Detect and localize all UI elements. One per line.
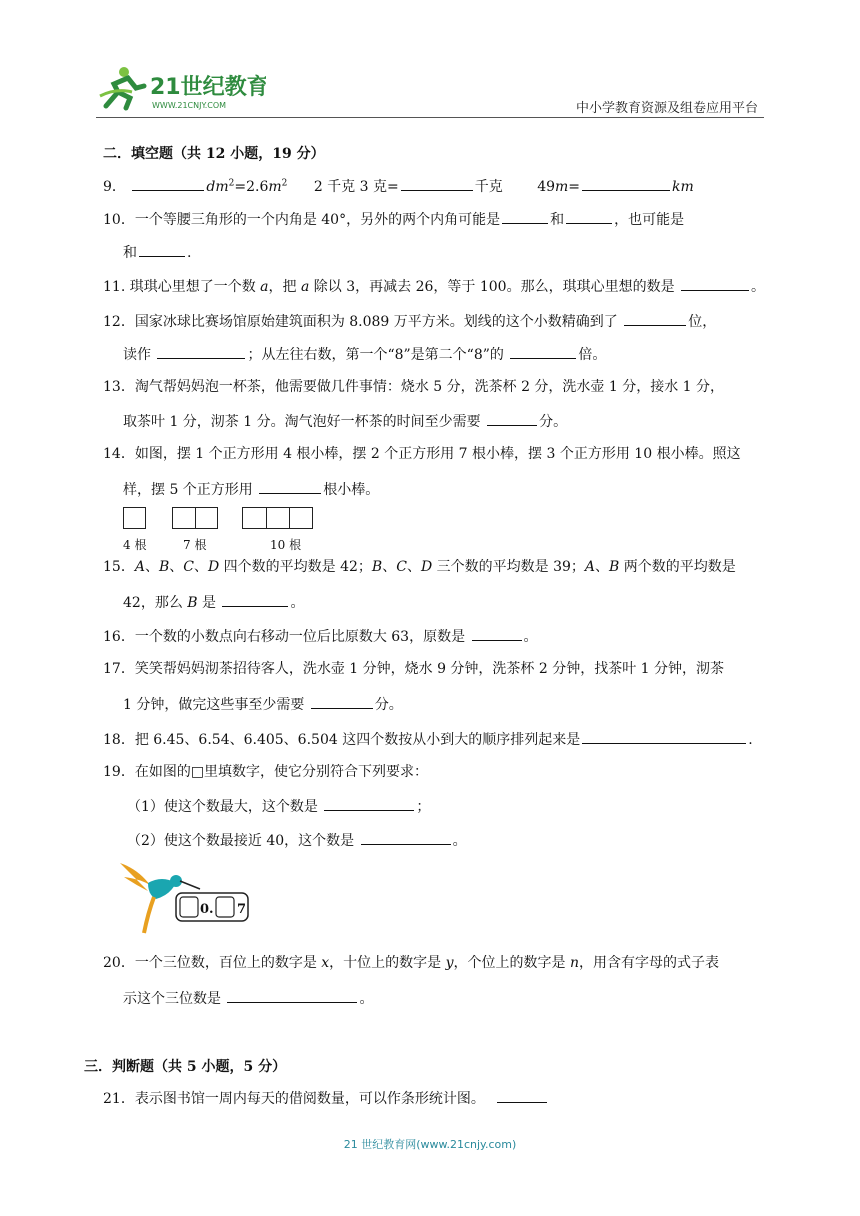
question-14: 14．如图，摆 1 个正方形用 4 根小棒，摆 2 个正方形用 7 根小棒，摆 3 个正方形用 10 根小棒。照这 <box>103 446 741 462</box>
section-title-fill-blank: 二．填空题（共 12 小题，19 分） <box>103 146 325 162</box>
answer-blank[interactable] <box>361 832 451 845</box>
answer-blank[interactable] <box>582 731 746 744</box>
digit-box-2[interactable] <box>216 897 234 917</box>
question-13-line2: 取茶叶 1 分，沏茶 1 分。淘气泡好一杯茶的时间至少需要 分。 <box>123 414 568 430</box>
answer-blank[interactable] <box>401 178 473 191</box>
question-12: 12．国家冰球比赛场馆原始建筑面积为 8.089 万平方米。划线的这个小数精确到了 位， <box>103 314 717 330</box>
answer-blank[interactable] <box>582 178 670 191</box>
three-squares-figure <box>242 507 313 529</box>
logo-text: 21世纪教育 <box>150 75 266 100</box>
answer-blank[interactable] <box>502 211 548 224</box>
question-21: 21．表示图书馆一周内每天的借阅数量，可以作条形统计图。 <box>103 1090 549 1106</box>
question-11: 11. 琪琪心里想了一个数 a，把 a 除以 3，再减去 26，等于 100。那么，琪琪心里想的数是 。 <box>103 279 766 295</box>
site-logo <box>96 62 266 114</box>
question-15-line2: 42，那么 B 是 。 <box>123 595 305 611</box>
question-14-line2: 样，摆 5 个正方形用 根小棒。 <box>123 482 380 498</box>
header-divider <box>96 117 764 118</box>
question-19: 19．在如图的□里填数字，使它分别符合下列要求： <box>103 764 429 780</box>
hummingbird-figure <box>118 855 258 935</box>
question-9: 9． $dm^2=2.6m^2$ 2 千克 3 克= 千克 49m= km <box>103 178 694 195</box>
two-squares-figure <box>172 507 218 529</box>
answer-blank[interactable] <box>510 346 576 359</box>
page-footer: 21 世纪教育网(www.21cnjy.com) <box>343 1138 517 1151</box>
answer-blank[interactable] <box>132 178 204 191</box>
answer-blank[interactable] <box>472 628 522 641</box>
question-19-part2: （2）使这个数最接近 40，这个数是 。 <box>127 833 467 849</box>
runner-logo-icon <box>96 62 266 114</box>
answer-blank[interactable] <box>259 481 321 494</box>
answer-blank[interactable] <box>681 278 749 291</box>
answer-blank[interactable] <box>157 346 245 359</box>
answer-blank[interactable] <box>497 1090 547 1103</box>
digit-seven-text: 7 <box>237 902 247 917</box>
answer-blank[interactable] <box>139 244 185 257</box>
question-20-line2: 示这个三位数是 。 <box>123 991 374 1007</box>
answer-blank[interactable] <box>227 990 357 1003</box>
question-12-line2: 读作 ；从左往右数，第一个“8”是第二个“8”的 倍。 <box>123 347 607 363</box>
question-20: 20．一个三位数，百位上的数字是 x，十位上的数字是 y，个位上的数字是 n，用含有字母的式子表 <box>103 955 720 971</box>
answer-blank[interactable] <box>566 211 612 224</box>
answer-blank[interactable] <box>222 594 288 607</box>
question-13: 13．淘气帮妈妈泡一杯茶，他需要做几件事情：烧水 5 分，洗茶杯 2 分，洗水壶 1 分，接水 1 分， <box>103 379 725 395</box>
caption-7: 7 根 <box>183 538 207 552</box>
question-10: 10．一个等腰三角形的一个内角是 40°，另外的两个内角可能是 和 ，也可能是 <box>103 212 685 228</box>
answer-blank[interactable] <box>487 413 537 426</box>
question-16: 16．一个数的小数点向右移动一位后比原数大 63，原数是 。 <box>103 629 538 645</box>
question-17-line2: 1 分钟，做完这些事至少需要 分。 <box>123 697 403 713</box>
platform-name: 中小学教育资源及组卷应用平台 <box>575 101 758 116</box>
section-title-true-false: 三．判断题（共 5 小题，5 分） <box>84 1059 287 1075</box>
caption-4: 4 根 <box>123 538 147 552</box>
question-19-part1: （1）使这个数最大，这个数是 ； <box>127 799 431 815</box>
answer-blank[interactable] <box>624 313 686 326</box>
question-15: 15．A、B、C、D 四个数的平均数是 42；B、C、D 三个数的平均数是 39；A、B 两个数的平均数是 <box>103 559 736 575</box>
digit-box-1[interactable] <box>180 897 198 917</box>
question-10-line2: 和 . <box>123 245 192 261</box>
hummingbird-icon <box>118 855 258 935</box>
answer-blank[interactable] <box>311 696 373 709</box>
logo-subtext: WWW.21CNJY.COM <box>152 101 227 110</box>
decimal-point-text: 0. <box>200 902 214 917</box>
question-18: 18．把 6.45、6.54、6.405、6.504 这四个数按从小到大的顺序排列起来是 . <box>103 732 753 748</box>
one-square-figure <box>123 507 146 529</box>
caption-10: 10 根 <box>270 538 302 552</box>
question-17: 17．笑笑帮妈妈沏茶招待客人，洗水壶 1 分钟，烧水 9 分钟，洗茶杯 2 分钟，找茶叶 1 分钟，沏茶 <box>103 661 725 677</box>
answer-blank[interactable] <box>324 798 414 811</box>
